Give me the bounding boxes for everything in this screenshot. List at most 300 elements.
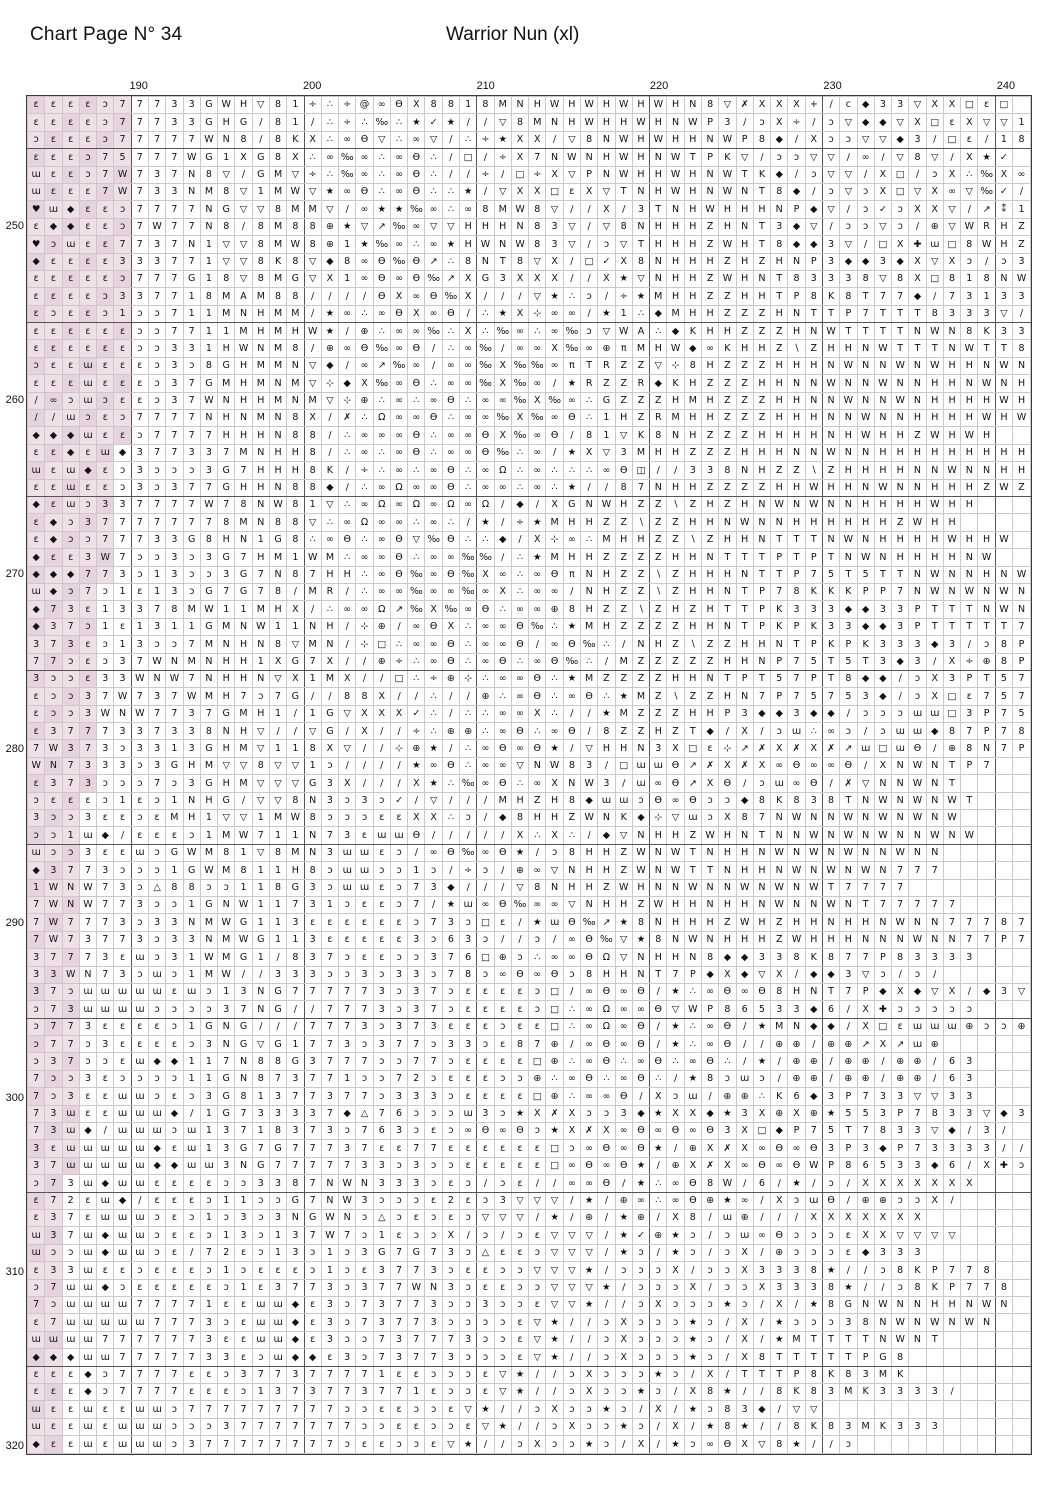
grid-cell: G: [200, 583, 217, 600]
grid-cell: N: [114, 705, 131, 722]
grid-cell: W: [287, 236, 304, 253]
grid-cell: W: [788, 931, 805, 948]
grid-cell: ∕: [581, 827, 598, 844]
grid-cell: 7: [442, 966, 459, 983]
grid-cell: W: [926, 583, 943, 600]
stitch-grid[interactable]: [26, 95, 1032, 1455]
grid-cell: ε: [477, 1140, 494, 1157]
grid-cell: ▽: [304, 270, 321, 287]
grid-cell: ◆: [857, 253, 874, 270]
grid-cell: ∞: [822, 723, 839, 740]
grid-cell: ɔ: [701, 1331, 718, 1348]
grid-cell: ϴ: [719, 1018, 736, 1035]
grid-cell: W: [183, 149, 200, 166]
grid-cell: ϴ: [546, 653, 563, 670]
grid-cell: 3: [269, 1088, 286, 1105]
grid-cell: ∞: [425, 636, 442, 653]
grid-cell: Z: [684, 444, 701, 461]
grid-cell: 7: [425, 1349, 442, 1366]
grid-cell: G: [218, 201, 235, 218]
grid-cell: 3: [1013, 323, 1031, 340]
grid-cell: ε: [339, 931, 356, 948]
grid-cell: ↗: [892, 1036, 909, 1053]
grid-cell: 7: [339, 1001, 356, 1018]
grid-cell: N: [840, 375, 857, 392]
grid-cell: ∞: [390, 427, 407, 444]
grid-cell: ⊕: [736, 1088, 753, 1105]
grid-cell: 8: [529, 236, 546, 253]
grid-cell: ∕: [805, 1175, 822, 1192]
grid-cell: Z: [598, 375, 615, 392]
grid-cell: ∕: [477, 810, 494, 827]
grid-cell: 7: [148, 97, 165, 114]
grid-cell: M: [235, 444, 252, 461]
grid-cell: G: [287, 879, 304, 896]
grid-cell: W: [615, 166, 632, 183]
grid-cell: W: [926, 496, 943, 513]
grid-cell: ∕: [114, 827, 131, 844]
grid-cell: 8: [425, 97, 442, 114]
grid-cell: 3: [909, 1383, 926, 1400]
grid-cell: ★: [563, 444, 580, 461]
grid-cell: ε: [166, 827, 183, 844]
grid-cell: H: [943, 444, 960, 461]
grid-cell: ɔ: [183, 549, 200, 566]
grid-cell: ε: [28, 1262, 45, 1279]
grid-cell: ∞: [356, 444, 373, 461]
grid-cell: 8: [581, 966, 598, 983]
grid-cell: ∴: [494, 601, 511, 618]
grid-cell: ∕: [546, 131, 563, 148]
grid-cell: ∕: [581, 1314, 598, 1331]
grid-cell: ε: [356, 931, 373, 948]
grid-cell: ε: [45, 114, 62, 131]
grid-cell: K: [771, 1088, 788, 1105]
grid-cell: ɯ: [28, 1244, 45, 1261]
grid-cell: ▽: [269, 757, 286, 774]
grid-cell: ϴ: [477, 444, 494, 461]
grid-cell: N: [667, 427, 684, 444]
grid-row: [28, 966, 1031, 983]
grid-cell: ε: [304, 1331, 321, 1348]
grid-cell: ∕: [684, 1366, 701, 1383]
grid-cell: ∕: [822, 97, 839, 114]
grid-cell: ∞: [615, 1036, 632, 1053]
grid-cell: Z: [632, 392, 649, 409]
grid-cell: 7: [28, 1105, 45, 1122]
grid-cell: ε: [961, 688, 978, 705]
grid-cell: ∕: [909, 218, 926, 235]
grid-cell: ɔ: [97, 636, 114, 653]
grid-cell: ∕: [805, 1036, 822, 1053]
grid-cell: N: [874, 1331, 891, 1348]
grid-cell: ɔ: [166, 966, 183, 983]
grid-cell: ε: [131, 357, 148, 374]
grid-cell: ∴: [425, 444, 442, 461]
grid-cell: G: [183, 862, 200, 879]
grid-cell: 8: [287, 253, 304, 270]
grid-cell: ∕: [1013, 183, 1031, 200]
grid-cell: ɔ: [45, 670, 62, 687]
grid-cell: H: [701, 914, 718, 931]
grid-cell: H: [684, 305, 701, 322]
grid-cell: 3: [961, 1140, 978, 1157]
grid-cell: ɔ: [131, 566, 148, 583]
row-ruler: [0, 95, 26, 1455]
grid-cell: ∞: [390, 183, 407, 200]
grid-cell: M: [200, 844, 217, 861]
grid-cell: 8: [183, 879, 200, 896]
grid-cell: ε: [79, 97, 96, 114]
grid-cell: ɔ: [252, 688, 269, 705]
grid-cell: ∞: [529, 444, 546, 461]
grid-cell: ▽: [563, 131, 580, 148]
grid-cell: [978, 1244, 995, 1261]
grid-cell: 7: [62, 1053, 79, 1070]
grid-cell: ɔ: [114, 1070, 131, 1087]
grid-cell: W: [684, 1001, 701, 1018]
grid-cell: 7: [339, 1227, 356, 1244]
grid-cell: H: [926, 375, 943, 392]
grid-cell: ∕: [581, 305, 598, 322]
grid-cell: ε: [79, 131, 96, 148]
grid-cell: ɯ: [62, 236, 79, 253]
grid-cell: 7: [114, 97, 131, 114]
grid-cell: 3: [961, 1105, 978, 1122]
grid-cell: 7: [805, 566, 822, 583]
grid-cell: ɯ: [45, 1331, 62, 1348]
grid-cell: N: [581, 149, 598, 166]
grid-cell: ε: [356, 1262, 373, 1279]
grid-cell: ∴: [753, 1088, 770, 1105]
grid-row: [28, 1175, 1031, 1192]
grid-cell: ∕: [650, 1036, 667, 1053]
grid-cell: 8: [287, 496, 304, 513]
grid-cell: P: [840, 1140, 857, 1157]
grid-cell: T: [753, 183, 770, 200]
grid-cell: H: [857, 514, 874, 531]
grid-cell: ε: [166, 1262, 183, 1279]
grid-cell: ∞: [477, 740, 494, 757]
grid-cell: [978, 792, 995, 809]
grid-cell: ε: [131, 1279, 148, 1296]
grid-cell: ∕: [719, 1349, 736, 1366]
grid-cell: Z: [771, 340, 788, 357]
grid-cell: 8: [269, 583, 286, 600]
grid-cell: ɔ: [563, 1401, 580, 1418]
grid-cell: ★: [701, 1418, 718, 1435]
grid-cell: 3: [788, 1001, 805, 1018]
grid-cell: ε: [511, 1088, 528, 1105]
grid-cell: ϴ: [719, 1036, 736, 1053]
grid-cell: 3: [961, 1088, 978, 1105]
grid-cell: W: [909, 810, 926, 827]
grid-cell: ε: [62, 340, 79, 357]
grid-cell: ∴: [425, 149, 442, 166]
grid-cell: N: [978, 740, 995, 757]
grid-cell: ɔ: [28, 1053, 45, 1070]
grid-cell: ∞: [460, 601, 477, 618]
grid-cell: ∞: [581, 1175, 598, 1192]
grid-cell: ∕: [615, 201, 632, 218]
grid-cell: ε: [390, 1401, 407, 1418]
grid-cell: ɔ: [598, 1436, 615, 1454]
grid-cell: ɯ: [114, 983, 131, 1000]
grid-cell: ɔ: [581, 323, 598, 340]
grid-cell: ɔ: [97, 1366, 114, 1383]
grid-cell: W: [581, 97, 598, 114]
grid-cell: ε: [28, 479, 45, 496]
grid-cell: ɔ: [321, 757, 338, 774]
grid-cell: ▽: [321, 392, 338, 409]
grid-cell: 3: [390, 1088, 407, 1105]
grid-cell: ɯ: [97, 444, 114, 461]
grid-cell: Z: [771, 323, 788, 340]
grid-cell: ε: [494, 983, 511, 1000]
grid-cell: ε: [477, 983, 494, 1000]
grid-cell: 7: [304, 1366, 321, 1383]
grid-cell: ε: [79, 270, 96, 287]
row-ruler-label: 250: [5, 219, 24, 232]
grid-cell: ∞: [494, 479, 511, 496]
grid-cell: ∕: [529, 844, 546, 861]
grid-cell: ∕: [563, 583, 580, 600]
grid-cell: Z: [650, 531, 667, 548]
grid-cell: H: [477, 218, 494, 235]
grid-cell: H: [684, 914, 701, 931]
grid-cell: 7: [131, 410, 148, 427]
grid-cell: 3: [390, 1349, 407, 1366]
grid-cell: Z: [667, 566, 684, 583]
grid-cell: K: [874, 1418, 891, 1435]
grid-cell: 7: [373, 1349, 390, 1366]
grid-cell: 7: [390, 1383, 407, 1400]
grid-cell: ɯ: [79, 1296, 96, 1313]
grid-cell: N: [961, 1296, 978, 1313]
grid-cell: ɔ: [598, 236, 615, 253]
grid-cell: [995, 1366, 1012, 1383]
grid-cell: H: [892, 531, 909, 548]
grid-cell: 7: [166, 201, 183, 218]
grid-cell: N: [892, 810, 909, 827]
grid-cell: ϴ: [598, 1053, 615, 1070]
grid-cell: N: [822, 357, 839, 374]
grid-cell: H: [995, 462, 1012, 479]
grid-cell: N: [909, 357, 926, 374]
grid-cell: 7: [62, 757, 79, 774]
grid-cell: ▽: [546, 1279, 563, 1296]
grid-cell: 3: [62, 1088, 79, 1105]
grid-cell: [961, 775, 978, 792]
grid-cell: ★: [494, 131, 511, 148]
grid-cell: ϴ: [356, 183, 373, 200]
grid-cell: N: [252, 496, 269, 513]
grid-cell: ϴ: [408, 375, 425, 392]
grid-cell: Ω: [442, 496, 459, 513]
grid-cell: ɔ: [442, 1053, 459, 1070]
grid-cell: ★: [978, 149, 995, 166]
grid-cell: G: [218, 1105, 235, 1122]
grid-cell: 7: [45, 636, 62, 653]
grid-cell: N: [753, 531, 770, 548]
grid-cell: ∕: [719, 1366, 736, 1383]
grid-cell: ∕: [494, 862, 511, 879]
grid-cell: Z: [719, 392, 736, 409]
grid-cell: N: [563, 775, 580, 792]
grid-cell: 7: [287, 1401, 304, 1418]
grid-cell: ϴ: [494, 896, 511, 913]
grid-cell: 7: [97, 183, 114, 200]
grid-cell: 5: [805, 653, 822, 670]
grid-cell: ∕: [840, 201, 857, 218]
grid-cell: ∖: [632, 514, 649, 531]
grid-cell: 7: [166, 705, 183, 722]
grid-cell: N: [857, 444, 874, 461]
grid-cell: ∕: [269, 1018, 286, 1035]
grid-cell: 8: [788, 270, 805, 287]
grid-cell: 3: [442, 914, 459, 931]
grid-cell: ∞: [805, 757, 822, 774]
grid-cell: ∴: [511, 444, 528, 461]
grid-cell: H: [200, 792, 217, 809]
grid-cell: G: [200, 896, 217, 913]
grid-cell: △: [373, 1210, 390, 1227]
grid-cell: X: [390, 705, 407, 722]
grid-cell: 7: [269, 1070, 286, 1087]
grid-cell: ↗: [684, 757, 701, 774]
grid-cell: ∞: [753, 1227, 770, 1244]
grid-cell: 3: [114, 879, 131, 896]
grid-cell: ⊕: [874, 1192, 891, 1209]
grid-cell: 3: [460, 931, 477, 948]
grid-cell: ε: [79, 479, 96, 496]
grid-cell: [1013, 549, 1031, 566]
grid-cell: 8: [304, 862, 321, 879]
grid-cell: ∕: [598, 653, 615, 670]
grid-cell: W: [200, 601, 217, 618]
grid-cell: ∞: [581, 1053, 598, 1070]
grid-cell: X: [822, 1210, 839, 1227]
grid-cell: Z: [615, 357, 632, 374]
grid-cell: ▽: [269, 670, 286, 687]
grid-cell: T: [736, 583, 753, 600]
grid-cell: 7: [304, 1418, 321, 1435]
grid-row: [28, 183, 1031, 200]
grid-cell: ɔ: [148, 1088, 165, 1105]
grid-cell: ɯ: [97, 1001, 114, 1018]
grid-cell: ⊕: [408, 740, 425, 757]
grid-cell: 5: [857, 566, 874, 583]
grid-cell: 7: [131, 1296, 148, 1313]
grid-cell: [961, 514, 978, 531]
grid-cell: 8: [200, 288, 217, 305]
grid-cell: ɔ: [339, 1436, 356, 1454]
grid-cell: ★: [581, 1296, 598, 1313]
grid-cell: W: [45, 740, 62, 757]
grid-cell: [1013, 1383, 1031, 1400]
grid-cell: M: [218, 949, 235, 966]
grid-cell: ★: [563, 479, 580, 496]
grid-cell: G: [252, 149, 269, 166]
grid-cell: ★: [546, 1331, 563, 1348]
grid-cell: ★: [632, 288, 649, 305]
grid-row: [28, 862, 1031, 879]
grid-cell: N: [822, 410, 839, 427]
grid-cell: ∕: [131, 1192, 148, 1209]
grid-cell: ⊹: [546, 531, 563, 548]
grid-cell: ɯ: [131, 1314, 148, 1331]
grid-cell: X: [511, 149, 528, 166]
grid-cell: ɔ: [200, 1418, 217, 1435]
grid-cell: H: [218, 340, 235, 357]
grid-cell: 5: [114, 149, 131, 166]
grid-cell: M: [788, 1331, 805, 1348]
grid-cell: 5: [995, 670, 1012, 687]
grid-cell: H: [961, 496, 978, 513]
grid-cell: ⊹: [529, 305, 546, 322]
grid-cell: H: [684, 514, 701, 531]
grid-cell: [978, 496, 995, 513]
grid-cell: ∕: [529, 1418, 546, 1435]
grid-cell: G: [287, 270, 304, 287]
grid-cell: H: [684, 270, 701, 287]
grid-cell: ɔ: [200, 1227, 217, 1244]
grid-cell: □: [874, 1018, 891, 1035]
grid-cell: N: [269, 427, 286, 444]
grid-cell: ɯ: [114, 1001, 131, 1018]
grid-cell: ◆: [28, 1436, 45, 1454]
grid-cell: H: [719, 201, 736, 218]
grid-cell: ★: [511, 844, 528, 861]
grid-cell: ɔ: [477, 1314, 494, 1331]
grid-cell: ε: [45, 462, 62, 479]
grid-cell: ∕: [961, 201, 978, 218]
grid-cell: W: [615, 97, 632, 114]
grid-cell: N: [805, 392, 822, 409]
grid-cell: ✗: [701, 1157, 718, 1174]
grid-cell: M: [269, 357, 286, 374]
grid-cell: ◆: [28, 427, 45, 444]
grid-cell: 7: [114, 131, 131, 148]
grid-cell: 3: [425, 1296, 442, 1313]
grid-cell: W: [218, 914, 235, 931]
grid-cell: 1: [200, 323, 217, 340]
grid-cell: P: [736, 670, 753, 687]
grid-cell: N: [892, 410, 909, 427]
grid-cell: ∴: [373, 392, 390, 409]
grid-cell: 8: [857, 270, 874, 287]
grid-cell: 3: [304, 966, 321, 983]
grid-cell: ε: [460, 1001, 477, 1018]
grid-cell: X: [892, 236, 909, 253]
grid-cell: ∕: [926, 966, 943, 983]
grid-cell: 7: [909, 896, 926, 913]
grid-cell: ε: [183, 1279, 200, 1296]
grid-cell: X: [339, 775, 356, 792]
grid-cell: W: [805, 879, 822, 896]
grid-cell: 7: [79, 862, 96, 879]
grid-cell: ⊕: [701, 1192, 718, 1209]
grid-cell: ‰: [339, 149, 356, 166]
grid-cell: H: [667, 392, 684, 409]
grid-cell: ɯ: [28, 583, 45, 600]
grid-cell: X: [581, 1366, 598, 1383]
grid-cell: H: [615, 966, 632, 983]
grid-cell: 3: [356, 1192, 373, 1209]
grid-cell: 3: [892, 97, 909, 114]
grid-cell: [1013, 862, 1031, 879]
grid-cell: ◆: [874, 618, 891, 635]
